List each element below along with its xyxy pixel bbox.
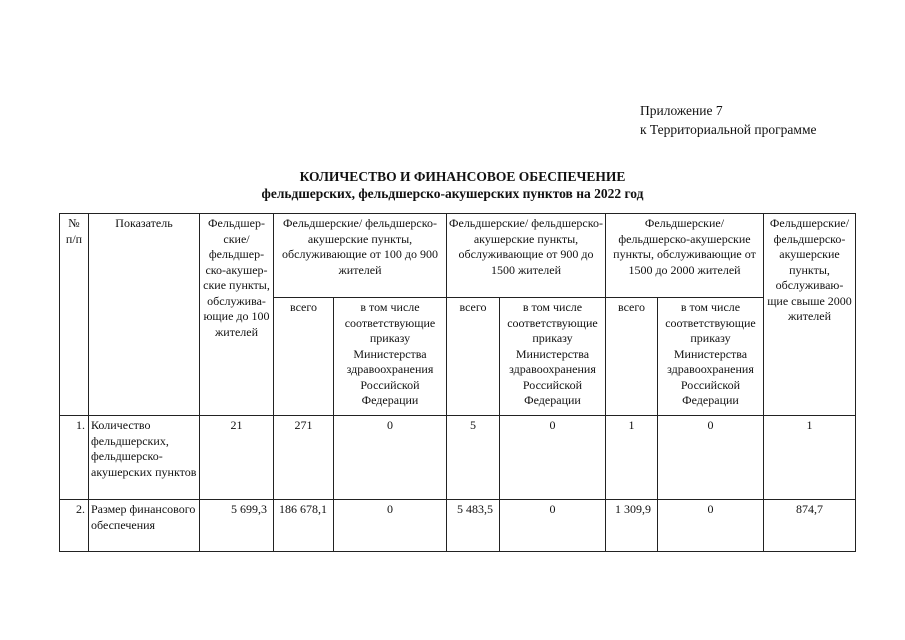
table-row	[60, 500, 856, 552]
header-100-900-total: всего	[274, 298, 334, 416]
title-line-1: КОЛИЧЕСТВО И ФИНАНСОВОЕ ОБЕСПЕЧЕНИЕ	[299, 169, 626, 184]
header-over-2000: Фельдшерские/ фельдшерско-акушерские пункты, обслуживаю-щие свыше 2000 жителей	[764, 214, 856, 416]
cell-900-1500-incl: 0	[500, 416, 606, 500]
appendix-line-2: к Территориальной программе	[640, 122, 817, 137]
cell-900-1500-total: 5 483,5	[447, 500, 500, 552]
cell-900-1500-total: 5	[447, 416, 500, 500]
header-900-1500-total: всего	[447, 298, 500, 416]
appendix-reference	[640, 101, 817, 139]
header-row-1	[60, 214, 856, 298]
cell-100-900-incl: 0	[334, 500, 447, 552]
header-1500-2000-total: всего	[606, 298, 658, 416]
cell-1500-2000-total: 1 309,9	[606, 500, 658, 552]
header-num: № п/п	[60, 214, 89, 416]
row-indicator: Размер финансового обеспечения	[89, 500, 200, 552]
row-num: 2.	[60, 500, 89, 552]
cell-1500-2000-incl: 0	[658, 416, 764, 500]
cell-up-to-100: 5 699,3	[200, 500, 274, 552]
cell-100-900-incl: 0	[334, 416, 447, 500]
cell-over-2000: 1	[764, 416, 856, 500]
title-line-2: фельдшерских, фельдшерско-акушерских пунктов на 2022 год	[261, 186, 644, 201]
document-title	[0, 168, 905, 202]
cell-over-2000: 874,7	[764, 500, 856, 552]
header-up-to-100: Фельдшер-ские/ фельдшер-ско-акушер-ские пункты, обслужива-ющие до 100 жителей	[200, 214, 274, 416]
cell-1500-2000-total: 1	[606, 416, 658, 500]
header-1500-2000-incl: в том числе соответствующие приказу Министерства здравоохранения Российской Федерации	[658, 298, 764, 416]
facilities-table	[59, 213, 856, 552]
appendix-line-1: Приложение 7	[640, 103, 723, 118]
cell-100-900-total: 186 678,1	[274, 500, 334, 552]
row-indicator: Количество фельдшерских, фельдшерско-акушерских пунктов	[89, 416, 200, 500]
header-indicator: Показатель	[89, 214, 200, 416]
cell-900-1500-incl: 0	[500, 500, 606, 552]
table-row	[60, 416, 856, 500]
cell-100-900-total: 271	[274, 416, 334, 500]
cell-1500-2000-incl: 0	[658, 500, 764, 552]
row-num: 1.	[60, 416, 89, 500]
header-1500-2000: Фельдшерские/ фельдшерско-акушерские пункты, обслуживающие от 1500 до 2000 жителей	[606, 214, 764, 298]
header-900-1500-incl: в том числе соответствующие приказу Министерства здравоохранения Российской Федерации	[500, 298, 606, 416]
header-100-900: Фельдшерские/ фельдшерско-акушерские пункты, обслуживающие от 100 до 900 жителей	[274, 214, 447, 298]
cell-up-to-100: 21	[200, 416, 274, 500]
header-900-1500: Фельдшерские/ фельдшерско-акушерские пункты, обслуживающие от 900 до 1500 жителей	[447, 214, 606, 298]
header-100-900-incl: в том числе соответствующие приказу Министерства здравоохранения Российской Федерации	[334, 298, 447, 416]
